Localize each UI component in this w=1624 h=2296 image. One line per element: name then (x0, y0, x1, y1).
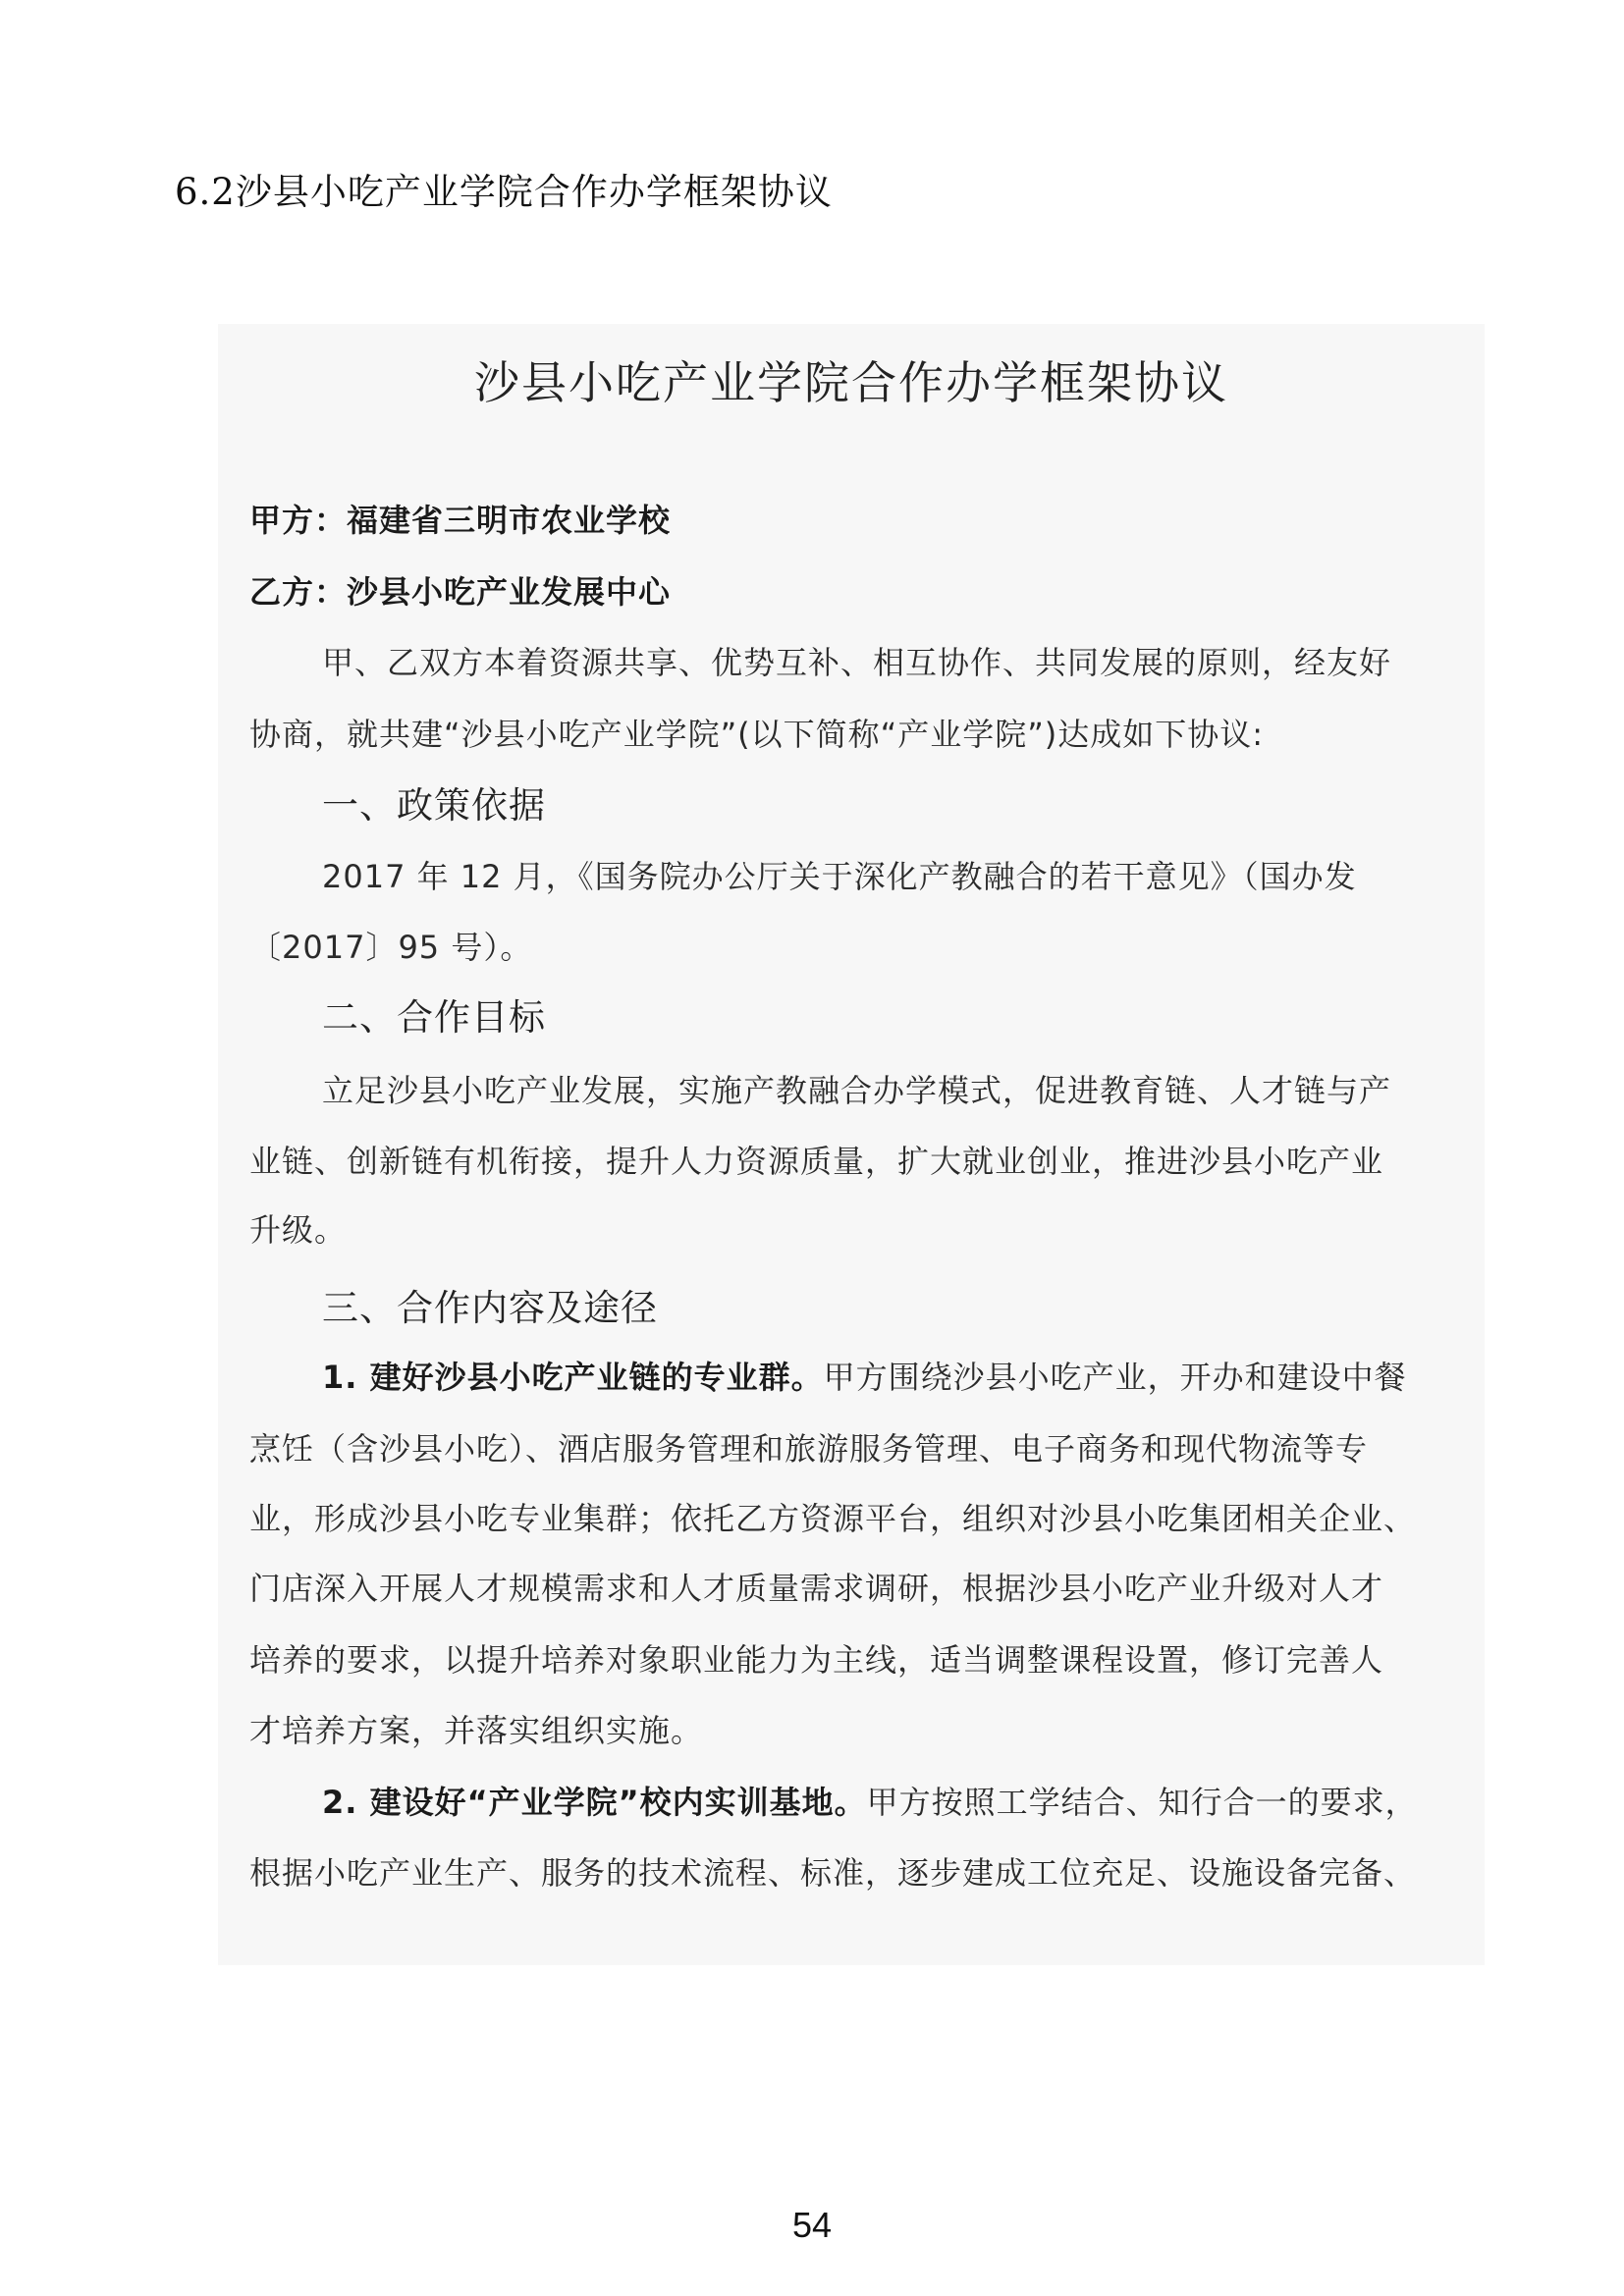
item-2-lead: 2. 建设好“产业学院”校内实训基地。 (322, 1784, 867, 1821)
party-a: 甲方：福建省三明市农业学校 (249, 502, 672, 539)
page-number: 54 (791, 2205, 833, 2245)
item-1-first-line (322, 1353, 1407, 1398)
item-2-first-line (322, 1778, 1418, 1823)
section-3-heading: 三、合作内容及途径 (322, 1287, 658, 1329)
section-2-line: 立足沙县小吃产业发展，实施产教融合办学模式，促进教育链、人才链与产 (322, 1072, 1392, 1109)
item-1-first-rest: 甲方围绕沙县小吃产业，开办和建设中餐 (823, 1359, 1407, 1396)
section-1-heading: 一、政策依据 (322, 784, 546, 827)
item-1-line: 培养的要求，以提升培养对象职业能力为主线，适当调整课程设置，修订完善人 (249, 1641, 1384, 1679)
section-heading: 6.2沙县小吃产业学院合作办学框架协议 (175, 171, 833, 213)
item-1-line: 烹饪（含沙县小吃）、酒店服务管理和旅游服务管理、电子商务和现代物流等专 (249, 1430, 1369, 1468)
section-1-line: 〔2017〕95 号）。 (249, 929, 533, 966)
party-b: 乙方：沙县小吃产业发展中心 (249, 573, 672, 611)
item-1-line: 门店深入开展人才规模需求和人才质量需求调研，根据沙县小吃产业升级对人才 (249, 1570, 1384, 1607)
item-2-first-rest: 甲方按照工学结合、知行合一的要求， (866, 1784, 1418, 1821)
scanned-document (218, 324, 1485, 1965)
item-1-lead: 1. 建好沙县小吃产业链的专业群。 (322, 1359, 824, 1396)
document-title: 沙县小吃产业学院合作办学框架协议 (474, 356, 1228, 409)
intro-line: 甲、乙双方本着资源共享、优势互补、相互协作、共同发展的原则，经友好 (322, 644, 1392, 681)
item-1-line: 才培养方案，并落实组织实施。 (249, 1712, 704, 1749)
section-2-heading: 二、合作目标 (322, 996, 546, 1039)
section-2-line: 业链、创新链有机衔接，提升人力资源质量，扩大就业创业，推进沙县小吃产业 (249, 1143, 1384, 1180)
section-2-line: 升级。 (249, 1211, 348, 1249)
item-1-line: 业，形成沙县小吃专业集群；依托乙方资源平台，组织对沙县小吃集团相关企业、 (249, 1500, 1417, 1537)
item-2-line: 根据小吃产业生产、服务的技术流程、标准，逐步建成工位充足、设施设备完备、 (249, 1854, 1417, 1892)
section-1-line: 2017 年 12 月，《国务院办公厅关于深化产教融合的若干意见》（国办发 (322, 858, 1357, 895)
intro-line: 协商，就共建“沙县小吃产业学院”(以下简称“产业学院”)达成如下协议: (249, 716, 1265, 753)
